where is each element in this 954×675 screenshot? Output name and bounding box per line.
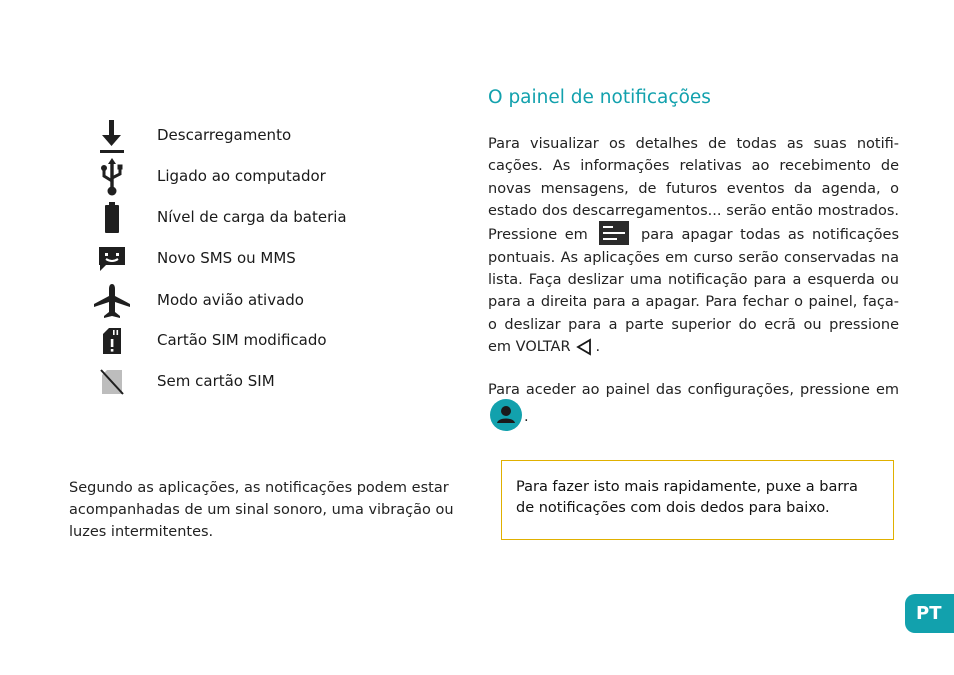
clear-notifications-icon [599,221,629,245]
paragraph-text: Para visualizar os detalhes de todas as suas notifi-cações. As informações relativas ao recebimento de novas mensagens, de futuros eventos da agenda, o estado dos descarregamentos... serão então mostrados. Pressione em [488,136,899,243]
icon-label: Cartão SIM modificado [157,331,327,349]
paragraph-text: . [595,339,601,356]
back-icon [575,338,593,356]
tip-box [501,460,894,540]
download-icon [90,116,134,156]
no-sim-icon [90,362,134,402]
icon-label: Sem cartão SIM [157,372,275,390]
sound-vibration-note: Segundo as aplicações, as notificações podem estar acompanhadas de um sinal sonoro, uma vibração ou luzes intermitentes. [69,480,454,540]
icon-row-airplane [90,281,450,321]
paragraph-text: para apagar todas as notificações pontuais. As aplicações em curso serão conservadas na lista. Faça deslizar uma notificação para a esquerda ou para a direita para a apagar. Para fechar o painel, faça-o deslizar para a parte superior do ecrã ou pressione em VOLTAR [488,226,900,356]
battery-icon [90,198,134,238]
paragraph-text: . [524,409,529,426]
notification-panel-paragraph [488,133,899,359]
icon-row-download [90,116,450,156]
message-icon [90,239,134,279]
icon-label: Descarregamento [157,126,292,144]
tip-text: Para fazer isto mais rapidamente, puxe a barra de notificações com dois dedos para baixo. [516,479,858,516]
icon-label: Nível de carga da bateria [157,208,347,226]
language-badge: PT [905,594,954,633]
icon-label: Modo avião ativado [157,291,304,309]
icon-row-battery [90,198,450,238]
paragraph-text: Para aceder ao painel das configurações, pressione em [488,382,899,398]
sim-alert-icon [90,321,134,361]
icon-label: Novo SMS ou MMS [157,249,296,267]
icon-row-usb [90,157,450,197]
icon-label: Ligado ao computador [157,167,326,185]
icon-row-sim-changed [90,321,450,361]
usb-icon [90,157,134,197]
icon-row-no-sim [90,362,450,402]
icon-row-sms [90,239,450,279]
user-settings-icon [490,399,522,431]
section-title: O painel de notificações [488,87,711,108]
settings-panel-paragraph [488,379,899,433]
airplane-icon [90,281,134,321]
